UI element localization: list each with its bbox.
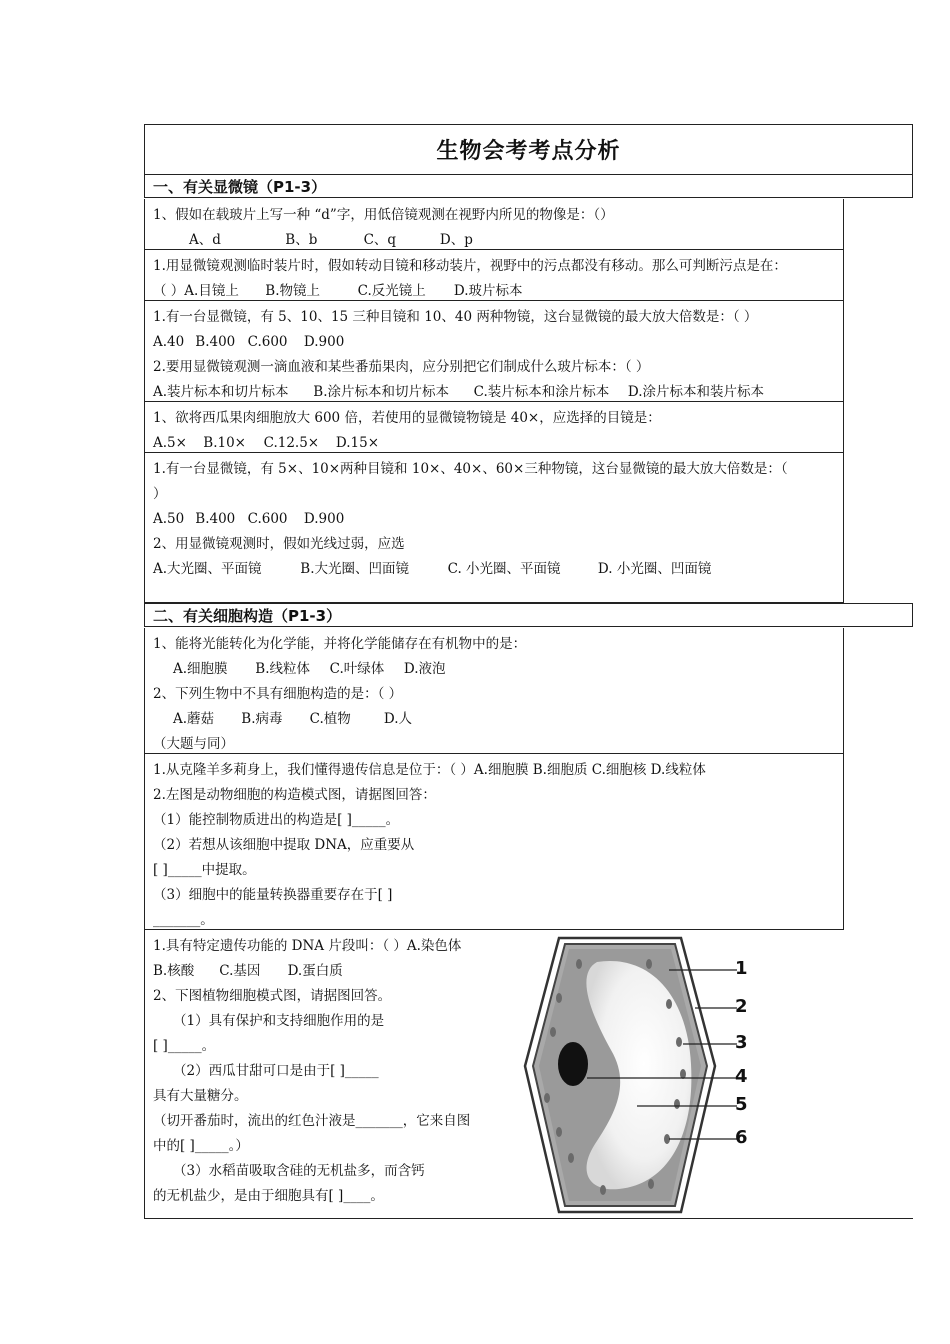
sub-question-3a: （3）水稻苗吸取含硅的无机盐多，而含钙 (173, 1163, 425, 1179)
sub-question-2b: [ ]_____中提取。 (153, 862, 256, 878)
option-c: C.装片标本和涂片标本 (473, 384, 610, 400)
figure-label-1: 1 (735, 958, 748, 979)
question-text: 1.有一台显微镜，有 5、10、15 三种目镜和 10、40 两种物镜，这台显微镜的最大放大倍数是：（ ） (153, 309, 758, 325)
figure-label-2: 2 (735, 996, 748, 1017)
section2-heading: 二、有关细胞构造（P1-3） (144, 603, 913, 627)
option-b: B.病毒 (241, 711, 283, 727)
question-text-2: 2、下图植物细胞模式图，请据图回答。 (153, 988, 392, 1004)
section1-q1 (144, 199, 844, 250)
option-b: B、b (285, 232, 318, 248)
option-d: D.液泡 (403, 661, 446, 677)
section2-q3 (144, 930, 913, 1219)
page-title: 生物会考考点分析 (436, 139, 621, 164)
question-text-2: 2.要用显微镜观测一滴血液和某些番茄果肉，应分别把它们制成什么玻片标本：（ ） (153, 359, 650, 375)
option-d: D.人 (383, 711, 413, 727)
options-row (153, 657, 835, 682)
title-box (144, 124, 913, 175)
question-text: 1.有一台显微镜，有 5×、10×两种目镜和 10×、40×、60×三种物镜，这台显微镜的最大放大倍数是：（ (153, 461, 788, 477)
note: （大题与同） (153, 736, 234, 752)
option-d: D、p (439, 232, 473, 248)
option-c: C.叶绿体 (329, 661, 385, 677)
option-b: B.核酸 (153, 963, 195, 979)
option-b: B.400 (195, 511, 236, 527)
option-a: A.大光圈、平面镜 (153, 561, 262, 577)
option-b: B.大光圈、凹面镜 (300, 561, 410, 577)
option-c: C.600 (247, 511, 288, 527)
option-a: A.细胞膜 (173, 661, 228, 677)
figure-label-3: 3 (735, 1032, 748, 1053)
nucleus (558, 1042, 588, 1086)
question-text: 1.用显微镜观测临时装片时，假如转动目镜和移动装片，视野中的污点都没有移动。那么可判断污点是在： (153, 258, 787, 274)
option-d: D.涂片标本和装片标本 (627, 384, 765, 400)
option-a: A、d (189, 232, 221, 248)
option-d: D. 小光圈、凹面镜 (597, 561, 712, 577)
options-row (153, 507, 835, 532)
question-text-cont: ） (153, 486, 167, 502)
option-a: A.50 (153, 511, 185, 527)
question-text-2: 2、用显微镜观测时，假如光线过弱，应选 (153, 536, 405, 552)
option-a: （ ）A.目镜上 (153, 283, 239, 299)
option-b: B.400 (195, 334, 236, 350)
option-d: D.玻片标本 (453, 283, 523, 299)
figure-label-6: 6 (735, 1127, 748, 1148)
sub-question-3a: （3）细胞中的能量转换器重要存在于[ ] (153, 887, 393, 903)
question-text: 1.具有特定遗传功能的 DNA 片段叫：（ ）A.染色体 (153, 938, 462, 954)
option-d: D.蛋白质 (287, 963, 343, 979)
options-row-2 (153, 557, 835, 582)
section2-q1 (144, 628, 844, 754)
section1-q3 (144, 301, 844, 402)
option-d: D.15× (335, 435, 380, 451)
section1-q5 (144, 453, 844, 603)
sub-question-2a: （2）若想从该细胞中提取 DNA，应重要从 (153, 837, 415, 853)
option-c: C.反光镜上 (357, 283, 426, 299)
question-text-2: 2.左图是动物细胞的构造模式图，请据图回答： (153, 787, 436, 803)
option-a: A.40 (153, 334, 185, 350)
question-text: 1.从克隆羊多莉身上，我们懂得遗传信息是位于：（ ）A.细胞膜 B.细胞质 C.细胞核 D.线粒体 (153, 762, 706, 778)
option-c: C.植物 (309, 711, 351, 727)
option-c: C、q (363, 232, 397, 248)
option-a: A.5× (153, 435, 187, 451)
sub-question-2d: 中的[ ]_____。） (153, 1138, 249, 1154)
option-a: A.装片标本和切片标本 (153, 384, 289, 400)
option-b: B.10× (203, 435, 246, 451)
sub-question-1b: [ ]_____。 (153, 1038, 216, 1054)
question-text: 1、假如在载玻片上写一种 “d”字，用低倍镜观测在视野内所见的物像是：（） (153, 207, 614, 223)
sub-question-2b: 具有大量糖分。 (153, 1088, 248, 1104)
question-text-2: 2、下列生物中不具有细胞构造的是：（ ） (153, 686, 403, 702)
options-row-2 (153, 707, 835, 732)
option-b: B.线粒体 (255, 661, 311, 677)
option-c: C.12.5× (263, 435, 320, 451)
sub-question-1a: （1）具有保护和支持细胞作用的是 (173, 1013, 385, 1029)
section1-q4 (144, 402, 844, 453)
option-c: C. 小光圈、平面镜 (447, 561, 561, 577)
option-b: B.涂片标本和切片标本 (313, 384, 450, 400)
option-b: B.物镜上 (265, 283, 321, 299)
section1-q2 (144, 250, 844, 301)
option-d: D.900 (303, 511, 345, 527)
figure-label-5: 5 (735, 1094, 748, 1115)
question-text: 1、能将光能转化为化学能，并将化学能储存在有机物中的是： (153, 636, 527, 652)
figure-label-4: 4 (735, 1066, 748, 1087)
option-a: A.蘑菇 (173, 711, 215, 727)
sub-question-2c: （切开番茄时，流出的红色汁液是_______，它来自图 (153, 1113, 471, 1129)
sub-question-3b: 的无机盐少，是由于细胞具有[ ]____。 (153, 1188, 384, 1204)
sub-question-2a: （2）西瓜甘甜可口是由于[ ]_____ (173, 1063, 379, 1079)
section2-q2 (144, 754, 844, 930)
question-text: 1、欲将西瓜果肉细胞放大 600 倍，若使用的显微镜物镜是 40×，应选择的目镜是： (153, 410, 661, 426)
sub-question-1: （1）能控制物质进出的构造是[ ]_____。 (153, 812, 400, 828)
options-row (153, 330, 835, 355)
option-c: C.基因 (219, 963, 261, 979)
section1-heading: 一、有关显微镜（P1-3） (144, 174, 913, 198)
sub-question-3b: _______。 (153, 912, 214, 928)
plant-cell-diagram (519, 934, 759, 1216)
option-c: C.600 (247, 334, 288, 350)
option-d: D.900 (303, 334, 345, 350)
